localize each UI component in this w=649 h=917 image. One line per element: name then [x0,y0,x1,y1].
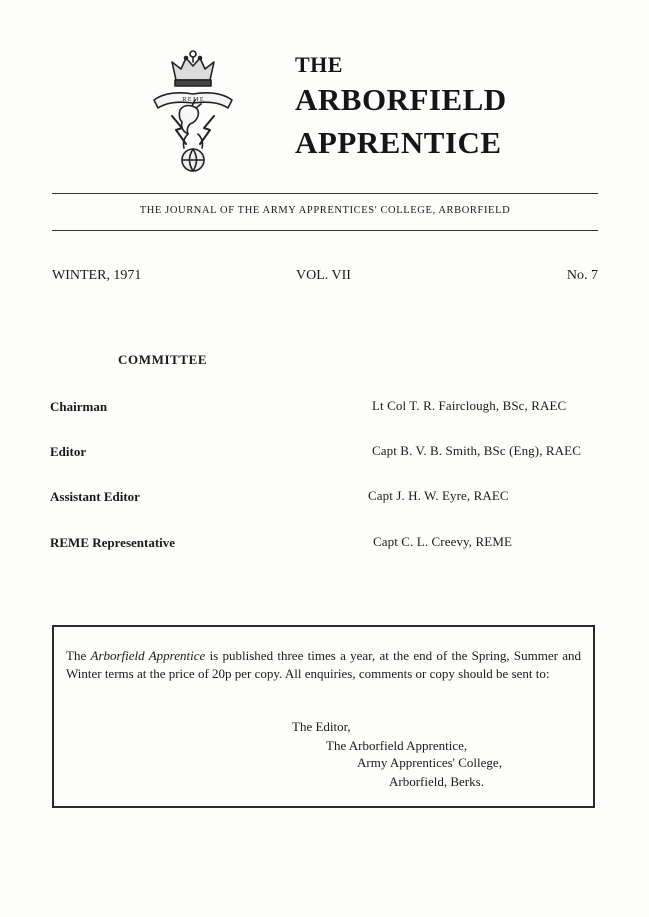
masthead-arborfield: ARBORFIELD [295,82,507,117]
address-line-3: Army Apprentices' College, [357,755,502,770]
reme-badge-icon [148,48,238,176]
member-chairman: Lt Col T. R. Fairclough, BSc, RAEC [372,398,567,413]
publication-notice [66,647,581,683]
member-reme-representative: Capt C. L. Creevy, REME [373,534,513,549]
address-line-2: The Arborfield Apprentice, [326,738,468,753]
member-assistant-editor: Capt J. H. W. Eyre, RAEC [368,488,509,503]
member-editor: Capt B. V. B. Smith, BSc (Eng), RAEC [372,443,581,458]
crest-drawing [148,48,238,176]
role-assistant-editor: Assistant Editor [50,489,140,504]
bottom-divider [52,230,598,231]
notice-lead: The [66,648,91,663]
notice-body: is published three times a year, at the end of the Spring, Summer and Winter terms at the price of 20p per copy. All enquiries, comments or copy should be sent to: [66,648,581,681]
issue-volume: VOL. VII [296,268,351,283]
notice-publication-name: Arborfield Apprentice [90,648,206,663]
address-line-4: Arborfield, Berks. [389,774,484,789]
badge-lettering: R E M E [182,97,204,103]
role-chairman: Chairman [50,399,108,414]
masthead-the: THE [295,52,343,77]
masthead-apprentice: APPRENTICE [295,125,502,160]
role-reme-representative: REME Representative [50,535,176,550]
journal-subtitle: THE JOURNAL OF THE ARMY APPRENTICES' COLLEGE, ARBORFIELD [139,205,511,216]
top-divider [52,193,598,194]
role-editor: Editor [50,444,87,459]
issue-number: No. 7 [566,268,598,283]
address-line-1: The Editor, [292,719,351,734]
committee-heading: COMMITTEE [118,352,208,367]
issue-season: WINTER, 1971 [52,268,142,283]
